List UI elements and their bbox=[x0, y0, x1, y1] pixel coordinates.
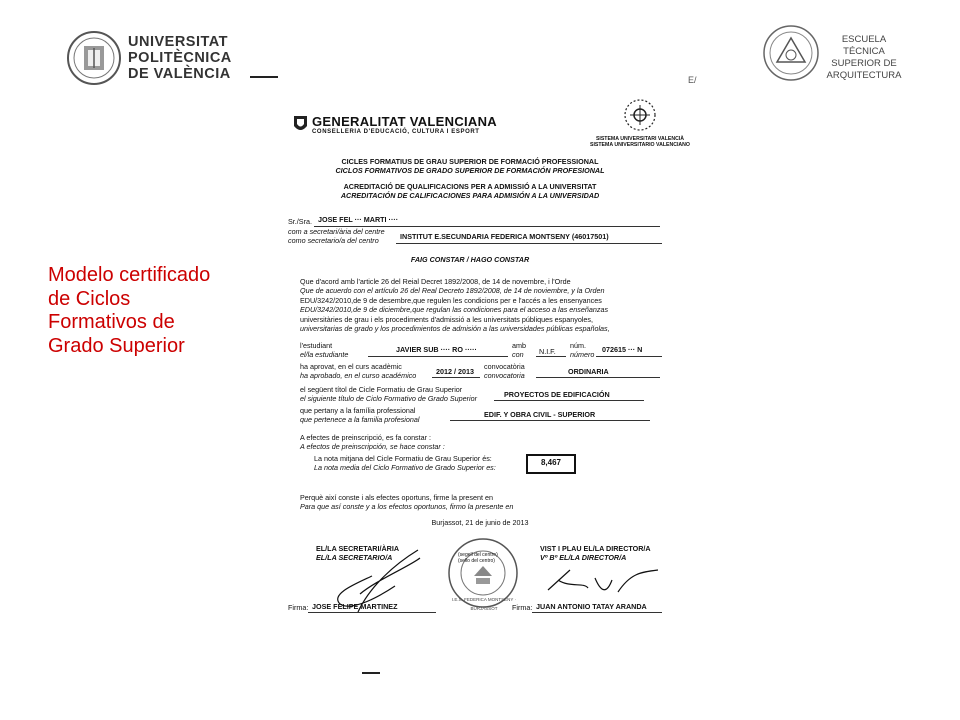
titol-value: PROYECTOS DE EDIFICACIÓN bbox=[504, 390, 610, 399]
num-label-es: número bbox=[570, 350, 595, 359]
scan-mark bbox=[362, 672, 380, 674]
etsa-seal-icon bbox=[762, 24, 820, 82]
titol-label-va: el següent títol de Cicle Formatiu de Grau Superior bbox=[300, 385, 463, 394]
titol-label-es: el siguiente título de Ciclo Formativo de Grado Superior bbox=[300, 394, 477, 403]
gva-emblem-icon bbox=[292, 114, 309, 134]
etsa-logo-text: ESCUELA TÉCNICA SUPERIOR DE ARQUITECTURA bbox=[826, 34, 902, 81]
stamp-ring-text: I.E.S. FEDERICA MONTSENY · BURJASSOT bbox=[451, 597, 517, 611]
body-line: universitarias de grado y los procedimientos de admisión a las universidades públicas españolas, bbox=[300, 324, 610, 333]
familia-label-va: que pertany a la família professional bbox=[300, 406, 416, 415]
convocatoria-label-va: convocatòria bbox=[484, 362, 525, 371]
faig-constar: FAIG CONSTAR / HAGO CONSTAR bbox=[410, 255, 530, 264]
place-date: Burjassot, 21 de junio de 2013 bbox=[431, 518, 529, 527]
perque-es: Para que así conste y a los efectos oportunos, firmo la presente en bbox=[300, 502, 514, 511]
centre-value: INSTITUT E.SECUNDARIA FEDERICA MONTSENY (46017501) bbox=[400, 232, 609, 241]
slide-caption: Modelo certificado de Ciclos Formativos de Grado Superior bbox=[48, 264, 211, 357]
firma-label: Firma: bbox=[288, 603, 309, 612]
suv-logo: SISTEMA UNIVERSITARI VALENCIÀ SISTEMA UNIVERSITARIO VALENCIANO bbox=[580, 96, 700, 152]
upv-logo-text: UNIVERSITAT POLITÈCNICA DE VALÈNCIA bbox=[128, 34, 232, 82]
nota-label-va: La nota mitjana del Cicle Formatiu de Grau Superior és: bbox=[314, 454, 492, 463]
scan-mark bbox=[250, 76, 278, 78]
curs-label-es: ha aprobado, en el curso académico bbox=[300, 371, 417, 380]
convocatoria-value: ORDINARIA bbox=[568, 367, 609, 376]
firma-label: Firma: bbox=[512, 603, 533, 612]
stamp-text: (segell del centre) (sello del centro) bbox=[458, 552, 498, 564]
body-line: EDU/3242/2010,de 9 de diciembre,que regulan las condiciones para el acceso a las enseñanzas bbox=[300, 305, 609, 314]
perque-va: Perquè així conste i als efectes oportuns, firme la present en bbox=[300, 493, 493, 502]
firma-secretary: JOSE FELIPE MARTINEZ bbox=[312, 602, 398, 611]
suv-emblem-icon bbox=[620, 96, 660, 134]
title-es: CICLOS FORMATIVOS DE GRADO SUPERIOR DE FORMACIÓN PROFESIONAL bbox=[335, 166, 605, 175]
secretari-es: como secretario/a del centro bbox=[288, 236, 379, 245]
nif-value: 072615 ··· N bbox=[602, 345, 643, 354]
efectes-va: A efectes de preinscripció, es fa constar : bbox=[300, 433, 432, 442]
sr-value: JOSE FEL ··· MARTI ···· bbox=[318, 215, 399, 224]
secretari-va: com a secretari/ària del centre bbox=[288, 227, 385, 236]
curs-label-va: ha aprovat, en el curs acadèmic bbox=[300, 362, 402, 371]
body-line: Que de acuerdo con el artículo 26 del Real Decreto 1892/2008, de 14 de noviembre, y la Orden bbox=[300, 286, 605, 295]
vist-es: Vº Bº EL/LA DIRECTOR/A bbox=[540, 553, 627, 562]
secretaria-va: EL/LA SECRETARI/ÀRIA bbox=[316, 544, 400, 553]
familia-value: EDIF. Y OBRA CIVIL - SUPERIOR bbox=[484, 410, 596, 419]
familia-label-es: que pertenece a la familia profesional bbox=[300, 415, 420, 424]
con-label: con bbox=[512, 350, 524, 359]
body-line: Que d'acord amb l'article 26 del Reial Decret 1892/2008, de 14 de novembre, i l'Orde bbox=[300, 277, 571, 286]
corner-mark: E/ bbox=[688, 75, 697, 85]
subtitle-va: ACREDITACIÓ DE QUALIFICACIONS PER A ADMISSIÓ A LA UNIVERSITAT bbox=[343, 182, 597, 191]
estudiant-label-va: l'estudiant bbox=[300, 341, 333, 350]
body-line: EDU/3242/2010,de 9 de desembre,que regulen les condicions per e l'accés a les ensenyances bbox=[300, 296, 602, 305]
curs-value: 2012 / 2013 bbox=[436, 367, 474, 376]
subtitle-es: ACREDITACIÓN DE CALIFICACIONES PARA ADMISIÓN A LA UNIVERSIDAD bbox=[340, 191, 600, 200]
estudiant-value: JAVIER SUB ···· RO ····· bbox=[396, 345, 477, 354]
amb-label: amb bbox=[512, 341, 526, 350]
gva-logo: GENERALITAT VALENCIANA CONSELLERIA D'EDUCACIÓ, CULTURA I ESPORT bbox=[292, 114, 502, 142]
num-label-va: núm. bbox=[570, 341, 586, 350]
nota-value: 8,467 bbox=[526, 454, 576, 474]
efectes-es: A efectos de preinscripción, se hace constar : bbox=[300, 442, 445, 451]
sr-label: Sr./Sra. bbox=[288, 217, 312, 226]
body-line: universitàries de grau i els procediments d'admissió a les universitats públiques espanyoles, bbox=[300, 315, 594, 324]
convocatoria-label-es: convocatoria bbox=[484, 371, 525, 380]
nif-label: N.I.F. bbox=[539, 347, 556, 356]
firma-director: JUAN ANTONIO TATAY ARANDA bbox=[536, 602, 647, 611]
secretaria-es: EL/LA SECRETARIO/A bbox=[316, 553, 393, 562]
etsa-logo bbox=[762, 24, 912, 84]
upv-logo bbox=[66, 30, 236, 88]
upv-seal-icon bbox=[66, 30, 122, 86]
estudiant-label-es: el/la estudiante bbox=[300, 350, 349, 359]
title-va: CICLES FORMATIUS DE GRAU SUPERIOR DE FORMACIÓ PROFESSIONAL bbox=[341, 157, 599, 166]
nota-label-es: La nota media del Ciclo Formativo de Grado Superior es: bbox=[314, 463, 496, 472]
certificate-scan bbox=[250, 66, 728, 696]
vist-va: VIST I PLAU EL/LA DIRECTOR/A bbox=[540, 544, 651, 553]
